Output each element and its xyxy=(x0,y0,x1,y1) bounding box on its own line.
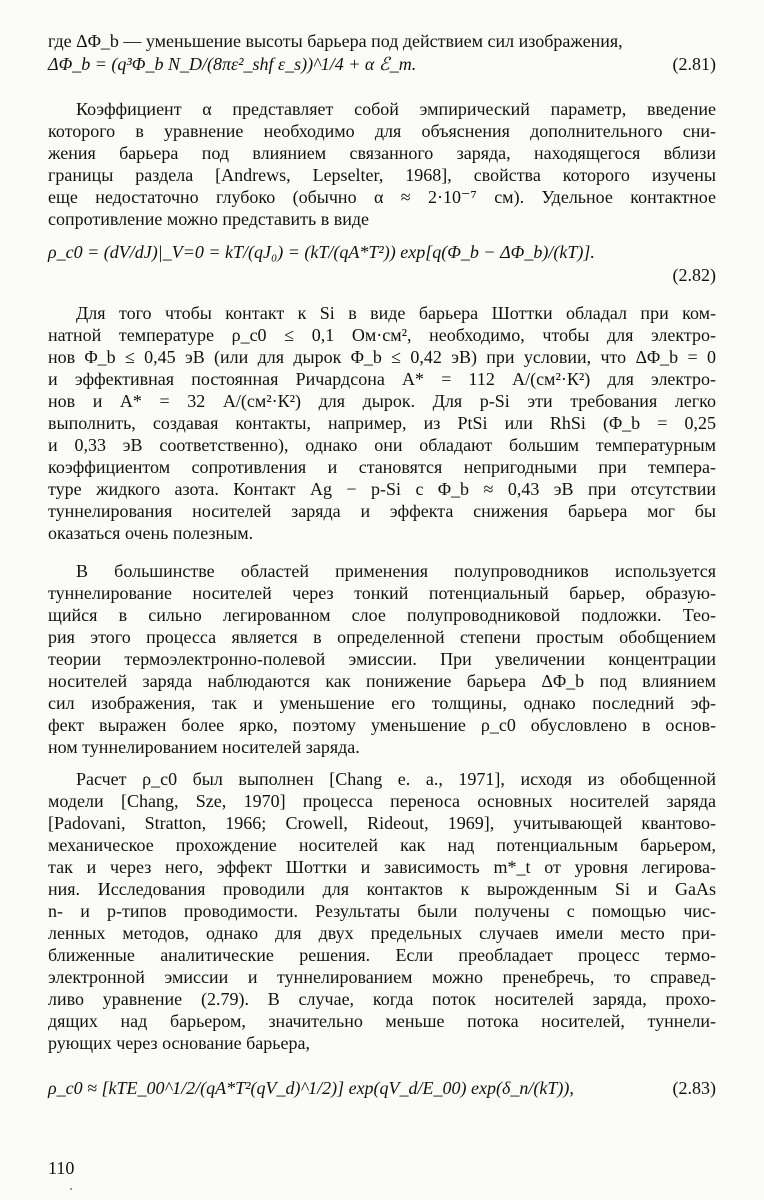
equation-formula: ρ_c0 ≈ [kTE_00^1/2/(qA*T²(qV_d)^1/2)] exp(qV_d/E_00) exp(δ_n/(kT)), xyxy=(48,1078,574,1098)
page-number: 110 xyxy=(48,1158,75,1178)
text-line: оказаться очень полезным. xyxy=(48,523,254,543)
equation-formula: ΔΦ_b = (q³Φ_b N_D/(8πε²_shf ε_s))^1/4 + α ℰ_m. xyxy=(48,54,417,74)
text-line: ния. Исследования проводили для контактов к вырожденным Si и GaAs xyxy=(48,879,716,899)
text-line: и эффективная постоянная Ричардсона A* = 112 А/(см²·К²) для электро- xyxy=(48,369,716,389)
text-line: сопротивление можно представить в виде xyxy=(48,209,369,229)
page-body xyxy=(48,30,716,1100)
text-line: нов и A* = 32 А/(см²·К²) для дырок. Для p-Si эти требования легко xyxy=(48,391,716,411)
text-line: ливо уравнение (2.79). В случае, когда поток носителей заряда, прохо- xyxy=(48,989,716,1009)
equation-number: (2.82) xyxy=(672,265,716,285)
text-line: В большинстве областей применения полупроводников используется xyxy=(76,561,716,581)
text-line: ном туннелированием носителей заряда. xyxy=(48,737,360,757)
text-line: фект выражен более ярко, поэтому уменьшение ρ_c0 обусловлено в основ- xyxy=(48,715,716,735)
text-line: рия этого процесса является в определенной степени простым обобщением xyxy=(48,627,716,647)
paragraph-2 xyxy=(48,302,716,544)
text-line: и 0,33 эВ соответственно), однако они обладают большим температурным xyxy=(48,435,716,455)
equation-2-82 xyxy=(48,240,716,264)
text-line: туннелирования носителей заряда и эффекта снижения барьера мог бы xyxy=(48,501,716,521)
text-line: коэффициентом сопротивления и становятся непригодными при темпера- xyxy=(48,457,716,477)
equation-number: (2.81) xyxy=(672,54,716,74)
text-line: ленных методов, однако для двух предельных случаев имели место при- xyxy=(48,923,716,943)
text-line: Коэффициент α представляет собой эмпирический параметр, введение xyxy=(76,99,716,119)
text-line: жения барьера под влиянием связанного заряда, находящегося вблизи xyxy=(48,143,716,163)
scan-speck xyxy=(70,1188,72,1190)
text-line: так и через него, эффект Шоттки и зависимость m*_t от уровня легирова- xyxy=(48,857,716,877)
intro-text xyxy=(48,30,716,52)
equation-formula: ρ_c0 = (dV/dJ)|_V=0 = kT/(qJ₀) = (kT/(qA*T²)) exp[q(Φ_b − ΔΦ_b)/(kT)]. xyxy=(48,242,595,262)
text-line: дящих над барьером, значительно меньше потока носителей, туннели- xyxy=(48,1011,716,1031)
text-line: [Padovani, Stratton, 1966; Crowell, Rideout, 1969], учитывающей квантово- xyxy=(48,813,716,833)
text-line: теории термоэлектронно-полевой эмиссии. При увеличении концентрации xyxy=(48,649,716,669)
text-line: носителей заряда наблюдаются как понижение барьера ΔΦ_b под влиянием xyxy=(48,671,716,691)
text-line: которого в уравнение необходимо для объяснения дополнительного сни- xyxy=(48,121,716,141)
text-line: n- и p-типов проводимости. Результаты были получены с помощью чис- xyxy=(48,901,716,921)
text-line: сил изображения, так и уменьшение его толщины, однако последний эф- xyxy=(48,693,716,713)
text-line: выполнить, создавая контакты, например, из PtSi или RhSi (Φ_b = 0,25 xyxy=(48,413,716,433)
equation-number: (2.83) xyxy=(672,1078,716,1098)
equation-2-83 xyxy=(48,1076,716,1100)
text-line: механическое прохождение носителей как над потенциальным барьером, xyxy=(48,835,716,855)
text-line: электронной эмиссии и туннелированием можно пренебречь, то справед- xyxy=(48,967,716,987)
text-line: ближенные аналитические решения. Если преобладает процесс термо- xyxy=(48,945,716,965)
paragraph-1 xyxy=(48,98,716,230)
text-line: Для того чтобы контакт к Si в виде барьера Шоттки обладал при ком- xyxy=(76,303,716,323)
text-line: еще недостаточно глубоко (обычно α ≈ 2·10⁻⁷ см). Удельное контактное xyxy=(48,187,716,207)
paragraph-4 xyxy=(48,768,716,1054)
text-line: модели [Chang, Sze, 1970] процесса переноса основных носителей заряда xyxy=(48,791,716,811)
paragraph-3 xyxy=(48,560,716,758)
text-line: натной температуре ρ_c0 ≤ 0,1 Ом·см², необходимо, чтобы для электро- xyxy=(48,325,716,345)
equation-2-81 xyxy=(48,52,716,76)
text-line: где ΔΦ_b — уменьшение высоты барьера под действием сил изображения, xyxy=(48,31,623,51)
text-line: границы раздела [Andrews, Lepselter, 1968], свойства которого изучены xyxy=(48,165,716,185)
text-line: рующих через основание барьера, xyxy=(48,1033,310,1053)
text-line: туннелирование носителей через тонкий потенциальный барьер, образую- xyxy=(48,583,716,603)
text-line: Расчет ρ_c0 был выполнен [Chang e. a., 1971], исходя из обобщенной xyxy=(76,769,716,789)
text-line: щийся в сильно легированном слое полупроводниковой подложки. Тео- xyxy=(48,605,716,625)
text-line: нов Φ_b ≤ 0,45 эВ (или для дырок Φ_b ≤ 0,42 эВ) при условии, что ΔΦ_b = 0 xyxy=(48,347,716,367)
text-line: туре жидкого азота. Контакт Ag − p-Si с Φ_b ≈ 0,43 эВ при отсутствии xyxy=(48,479,716,499)
